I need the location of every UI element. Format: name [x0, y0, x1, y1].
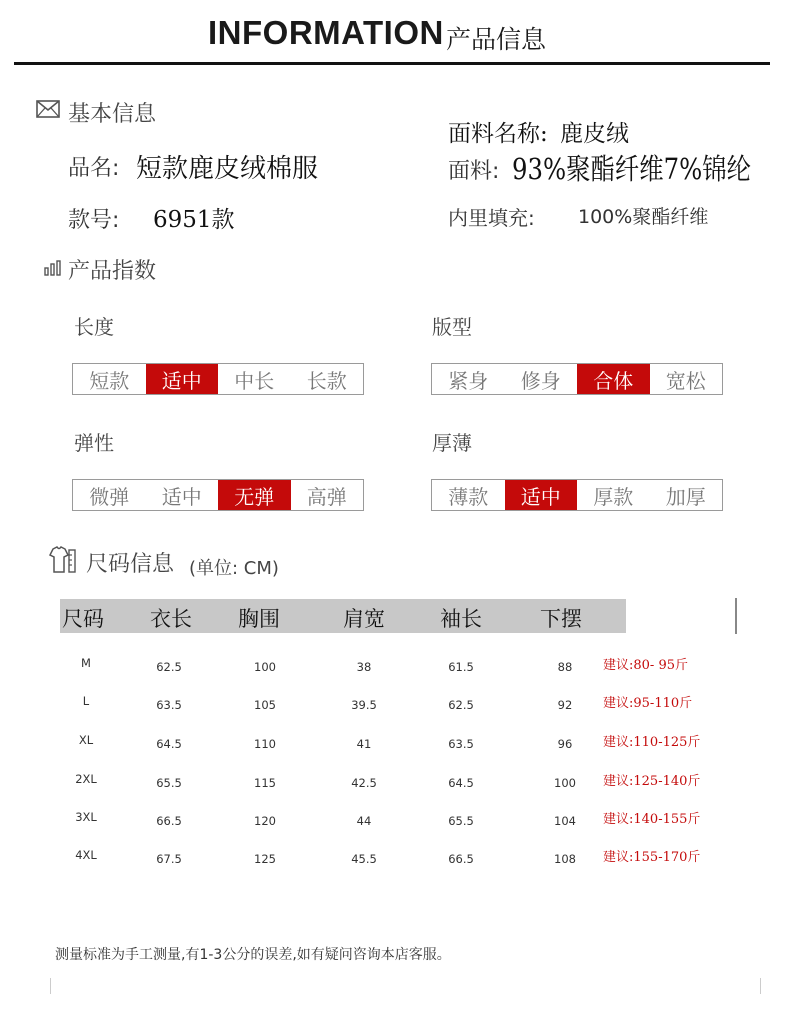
elasticity-option: 微弹 — [89, 484, 130, 509]
size-cell-shoulder: 42.5 — [351, 776, 377, 790]
size-cell-length: 63.5 — [156, 698, 182, 712]
unit-label: (单位: CM) — [189, 558, 279, 579]
size-cell-hem: 104 — [554, 814, 576, 828]
size-cell-sleeve: 62.5 — [448, 698, 474, 712]
size-header-sleeve: 袖长 — [440, 607, 482, 631]
fabric-name-label: 面料名称: — [448, 121, 548, 147]
basic-info-heading: 基本信息 — [68, 102, 157, 127]
sku-label: 款号: — [68, 208, 120, 233]
weight-suggestion: 建议:95-110斤 — [603, 696, 693, 711]
size-cell-length: 66.5 — [156, 814, 182, 828]
size-cell-chest: 100 — [254, 660, 276, 674]
weight-suggestion: 建议:110-125斤 — [603, 735, 701, 750]
bar-chart-icon — [44, 260, 64, 280]
measurement-note: 测量标准为手工测量,有1-3公分的误差,如有疑问咨询本店客服。 — [55, 947, 451, 963]
size-cell-length: 67.5 — [156, 852, 182, 866]
table-divider — [735, 598, 737, 634]
size-cell-length: 65.5 — [156, 776, 182, 790]
size-cell-shoulder: 45.5 — [351, 852, 377, 866]
size-cell-length: 64.5 — [156, 737, 182, 751]
length-option: 适中 — [146, 364, 219, 394]
thickness-option: 加厚 — [665, 484, 706, 509]
size-header-length: 衣长 — [150, 607, 192, 631]
elasticity-option: 适中 — [161, 484, 202, 509]
length-scale — [72, 363, 364, 395]
title-chinese: 产品信息 — [446, 25, 547, 54]
fabric-value: 93%聚酯纤维7%锦纶 — [512, 152, 751, 186]
size-header-size: 尺码 — [62, 607, 104, 631]
size-cell-size: 3XL — [75, 810, 97, 824]
weight-suggestion: 建议:80- 95斤 — [603, 658, 688, 673]
sku-value: 6951款 — [153, 207, 235, 233]
bottom-tick-right — [760, 978, 761, 994]
thickness-label: 厚薄 — [432, 431, 472, 455]
fit-option: 修身 — [520, 368, 561, 393]
product-name-label: 品名: — [68, 156, 120, 181]
title-divider — [14, 62, 770, 65]
thickness-option: 厚款 — [593, 484, 634, 509]
size-cell-length: 62.5 — [156, 660, 182, 674]
thickness-scale — [431, 479, 723, 511]
size-cell-size: 4XL — [75, 848, 97, 862]
size-cell-shoulder: 38 — [356, 660, 372, 674]
weight-suggestion: 建议:140-155斤 — [603, 812, 701, 827]
size-cell-shoulder: 44 — [356, 814, 372, 828]
size-cell-sleeve: 63.5 — [448, 737, 474, 751]
title-english: INFORMATION — [208, 14, 444, 51]
length-option: 长款 — [306, 368, 347, 393]
size-cell-sleeve: 65.5 — [448, 814, 474, 828]
fit-option: 紧身 — [448, 368, 489, 393]
size-cell-chest: 115 — [254, 776, 276, 790]
size-cell-hem: 88 — [557, 660, 573, 674]
size-cell-sleeve: 61.5 — [448, 660, 474, 674]
elasticity-option: 无弹 — [218, 480, 291, 510]
size-cell-chest: 105 — [254, 698, 276, 712]
fit-scale — [431, 363, 723, 395]
thickness-option: 薄款 — [448, 484, 489, 509]
product-index-heading: 产品指数 — [68, 259, 157, 284]
size-header-shoulder: 肩宽 — [343, 607, 385, 631]
size-info-heading: 尺码信息 — [86, 552, 175, 577]
size-cell-sleeve: 64.5 — [448, 776, 474, 790]
length-option: 中长 — [234, 368, 275, 393]
thickness-option: 适中 — [505, 480, 578, 510]
size-header-hem: 下摆 — [540, 607, 582, 631]
weight-suggestion: 建议:155-170斤 — [603, 850, 701, 865]
product-name-value: 短款鹿皮绒棉服 — [136, 154, 319, 184]
elasticity-label: 弹性 — [74, 431, 114, 455]
fit-label: 版型 — [432, 315, 472, 339]
size-cell-size: XL — [78, 733, 94, 747]
fabric-name-value: 鹿皮绒 — [560, 121, 629, 147]
size-cell-chest: 110 — [254, 737, 276, 751]
size-cell-hem: 100 — [554, 776, 576, 790]
elasticity-scale — [72, 479, 364, 511]
fabric-label: 面料: — [448, 159, 500, 184]
tshirt-ruler-icon — [46, 546, 78, 578]
fit-option: 合体 — [577, 364, 650, 394]
size-cell-hem: 108 — [554, 852, 576, 866]
size-cell-shoulder: 39.5 — [351, 698, 377, 712]
size-cell-sleeve: 66.5 — [448, 852, 474, 866]
size-cell-chest: 120 — [254, 814, 276, 828]
size-header-chest: 胸围 — [238, 607, 280, 631]
lining-label: 内里填充: — [448, 206, 535, 230]
size-cell-hem: 96 — [557, 737, 573, 751]
length-option: 短款 — [89, 368, 130, 393]
envelope-icon — [36, 100, 60, 122]
fit-option: 宽松 — [665, 368, 706, 393]
bottom-tick-left — [50, 978, 51, 994]
size-cell-shoulder: 41 — [356, 737, 372, 751]
size-cell-size: 2XL — [75, 772, 97, 786]
weight-suggestion: 建议:125-140斤 — [603, 774, 701, 789]
size-cell-size: L — [82, 694, 90, 708]
length-label: 长度 — [74, 315, 114, 339]
lining-value: 100%聚酯纤维 — [578, 206, 709, 228]
size-cell-size: M — [81, 656, 91, 670]
size-cell-hem: 92 — [557, 698, 573, 712]
size-cell-chest: 125 — [254, 852, 276, 866]
elasticity-option: 高弹 — [306, 484, 347, 509]
